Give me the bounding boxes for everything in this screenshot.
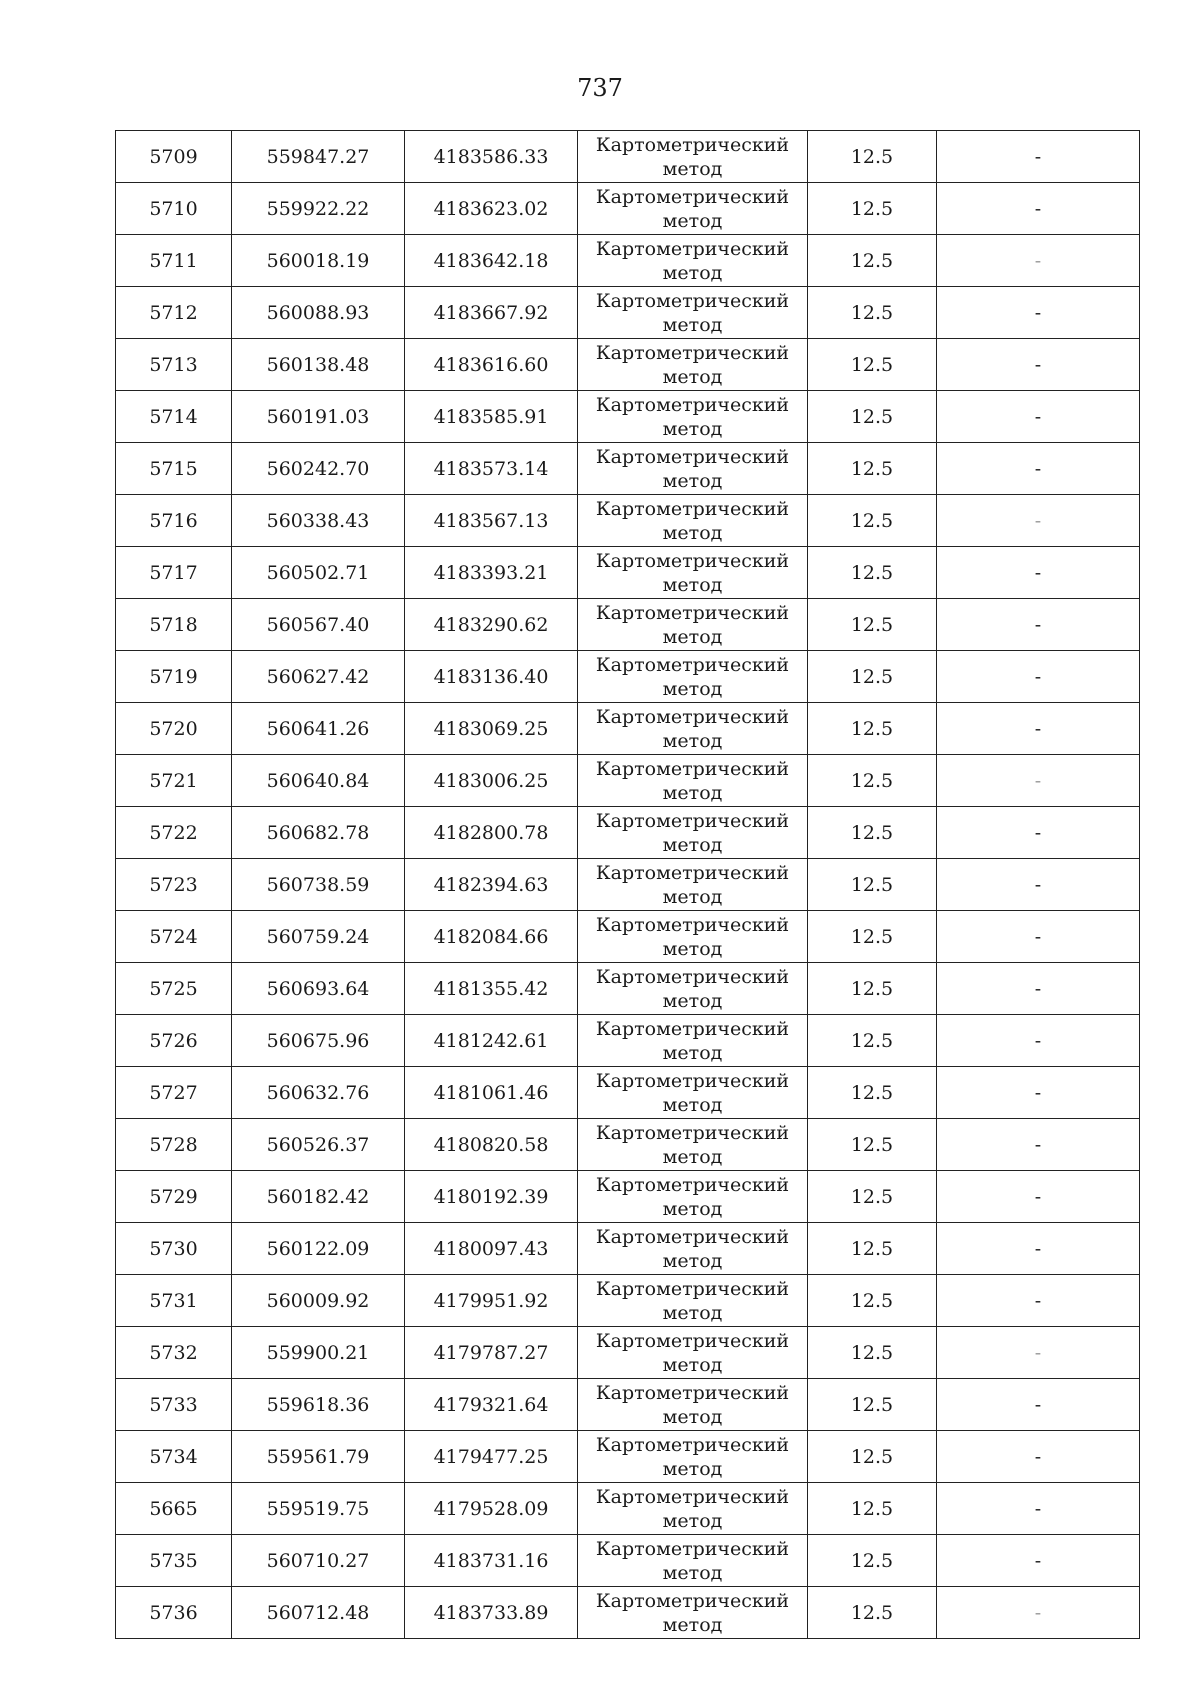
point-number-cell: 5720 xyxy=(116,703,232,755)
table-row xyxy=(116,1015,1140,1067)
point-number-cell: 5719 xyxy=(116,651,232,703)
accuracy-cell: 12.5 xyxy=(808,547,937,599)
method-line-2: метод xyxy=(662,1405,723,1428)
x-coordinate-cell: 560710.27 xyxy=(232,1535,405,1587)
point-number-cell: 5734 xyxy=(116,1431,232,1483)
method-line-1: Картометрический xyxy=(595,1069,790,1092)
method-cell xyxy=(578,339,808,391)
table-row xyxy=(116,1327,1140,1379)
point-number-cell: 5665 xyxy=(116,1483,232,1535)
point-number-cell: 5729 xyxy=(116,1171,232,1223)
note-cell: - xyxy=(937,1483,1140,1535)
y-coordinate-cell: 4182394.63 xyxy=(405,859,578,911)
point-number-cell: 5726 xyxy=(116,1015,232,1067)
method-line-1: Картометрический xyxy=(595,913,790,936)
method-line-1: Картометрический xyxy=(595,1381,790,1404)
y-coordinate-cell: 4183667.92 xyxy=(405,287,578,339)
method-line-1: Картометрический xyxy=(595,705,790,728)
note-cell: - xyxy=(937,859,1140,911)
table-row xyxy=(116,651,1140,703)
y-coordinate-cell: 4182084.66 xyxy=(405,911,578,963)
table-row xyxy=(116,1587,1140,1639)
y-coordinate-cell: 4179951.92 xyxy=(405,1275,578,1327)
x-coordinate-cell: 559519.75 xyxy=(232,1483,405,1535)
method-line-2: метод xyxy=(662,1301,723,1324)
accuracy-cell: 12.5 xyxy=(808,703,937,755)
table-row xyxy=(116,911,1140,963)
y-coordinate-cell: 4183573.14 xyxy=(405,443,578,495)
accuracy-cell: 12.5 xyxy=(808,1223,937,1275)
method-line-2: метод xyxy=(662,157,723,180)
note-cell: - xyxy=(937,1015,1140,1067)
note-cell: - xyxy=(937,1171,1140,1223)
accuracy-cell: 12.5 xyxy=(808,1379,937,1431)
point-number-cell: 5721 xyxy=(116,755,232,807)
accuracy-cell: 12.5 xyxy=(808,1327,937,1379)
point-number-cell: 5722 xyxy=(116,807,232,859)
note-cell: - xyxy=(937,495,1140,547)
x-coordinate-cell: 560641.26 xyxy=(232,703,405,755)
table-row xyxy=(116,1431,1140,1483)
x-coordinate-cell: 560009.92 xyxy=(232,1275,405,1327)
method-cell xyxy=(578,495,808,547)
method-cell xyxy=(578,703,808,755)
note-cell: - xyxy=(937,287,1140,339)
method-line-1: Картометрический xyxy=(595,1485,790,1508)
point-number-cell: 5724 xyxy=(116,911,232,963)
table-row xyxy=(116,599,1140,651)
y-coordinate-cell: 4183069.25 xyxy=(405,703,578,755)
accuracy-cell: 12.5 xyxy=(808,495,937,547)
method-cell xyxy=(578,1535,808,1587)
method-line-1: Картометрический xyxy=(595,1329,790,1352)
method-line-1: Картометрический xyxy=(595,445,790,468)
point-number-cell: 5711 xyxy=(116,235,232,287)
point-number-cell: 5717 xyxy=(116,547,232,599)
y-coordinate-cell: 4179321.64 xyxy=(405,1379,578,1431)
method-cell xyxy=(578,1223,808,1275)
x-coordinate-cell: 559618.36 xyxy=(232,1379,405,1431)
x-coordinate-cell: 560526.37 xyxy=(232,1119,405,1171)
table-row xyxy=(116,443,1140,495)
accuracy-cell: 12.5 xyxy=(808,443,937,495)
y-coordinate-cell: 4183623.02 xyxy=(405,183,578,235)
accuracy-cell: 12.5 xyxy=(808,183,937,235)
accuracy-cell: 12.5 xyxy=(808,963,937,1015)
y-coordinate-cell: 4183642.18 xyxy=(405,235,578,287)
method-line-2: метод xyxy=(662,989,723,1012)
table-row xyxy=(116,495,1140,547)
method-line-2: метод xyxy=(662,1353,723,1376)
table-row xyxy=(116,755,1140,807)
method-line-1: Картометрический xyxy=(595,965,790,988)
point-number-cell: 5709 xyxy=(116,131,232,183)
accuracy-cell: 12.5 xyxy=(808,651,937,703)
method-cell xyxy=(578,1171,808,1223)
accuracy-cell: 12.5 xyxy=(808,911,937,963)
y-coordinate-cell: 4183731.16 xyxy=(405,1535,578,1587)
table-row xyxy=(116,1483,1140,1535)
method-line-2: метод xyxy=(662,885,723,908)
method-line-2: метод xyxy=(662,573,723,596)
y-coordinate-cell: 4183290.62 xyxy=(405,599,578,651)
method-cell xyxy=(578,1067,808,1119)
note-cell: - xyxy=(937,1067,1140,1119)
table-row xyxy=(116,1535,1140,1587)
method-line-2: метод xyxy=(662,1561,723,1584)
method-cell xyxy=(578,599,808,651)
table-row xyxy=(116,1067,1140,1119)
point-number-cell: 5723 xyxy=(116,859,232,911)
method-cell xyxy=(578,1587,808,1639)
x-coordinate-cell: 560632.76 xyxy=(232,1067,405,1119)
note-cell: - xyxy=(937,651,1140,703)
method-line-2: метод xyxy=(662,937,723,960)
method-cell xyxy=(578,1119,808,1171)
y-coordinate-cell: 4183136.40 xyxy=(405,651,578,703)
x-coordinate-cell: 559561.79 xyxy=(232,1431,405,1483)
method-cell xyxy=(578,287,808,339)
method-cell xyxy=(578,963,808,1015)
note-cell: - xyxy=(937,703,1140,755)
method-cell xyxy=(578,235,808,287)
note-cell: - xyxy=(937,1223,1140,1275)
point-number-cell: 5713 xyxy=(116,339,232,391)
method-line-2: метод xyxy=(662,677,723,700)
method-line-1: Картометрический xyxy=(595,1121,790,1144)
method-cell xyxy=(578,1483,808,1535)
method-line-1: Картометрический xyxy=(595,653,790,676)
table-row xyxy=(116,235,1140,287)
y-coordinate-cell: 4183567.13 xyxy=(405,495,578,547)
y-coordinate-cell: 4181242.61 xyxy=(405,1015,578,1067)
table-row xyxy=(116,339,1140,391)
y-coordinate-cell: 4183585.91 xyxy=(405,391,578,443)
note-cell: - xyxy=(937,547,1140,599)
method-line-1: Картометрический xyxy=(595,289,790,312)
x-coordinate-cell: 560122.09 xyxy=(232,1223,405,1275)
x-coordinate-cell: 559922.22 xyxy=(232,183,405,235)
method-line-2: метод xyxy=(662,625,723,648)
accuracy-cell: 12.5 xyxy=(808,1431,937,1483)
table-row xyxy=(116,287,1140,339)
note-cell: - xyxy=(937,235,1140,287)
table-row xyxy=(116,131,1140,183)
method-line-1: Картометрический xyxy=(595,809,790,832)
note-cell: - xyxy=(937,1587,1140,1639)
y-coordinate-cell: 4179787.27 xyxy=(405,1327,578,1379)
x-coordinate-cell: 560338.43 xyxy=(232,495,405,547)
table-row xyxy=(116,1379,1140,1431)
x-coordinate-cell: 560675.96 xyxy=(232,1015,405,1067)
method-cell xyxy=(578,1327,808,1379)
point-number-cell: 5736 xyxy=(116,1587,232,1639)
accuracy-cell: 12.5 xyxy=(808,859,937,911)
x-coordinate-cell: 560138.48 xyxy=(232,339,405,391)
point-number-cell: 5718 xyxy=(116,599,232,651)
table-row xyxy=(116,1223,1140,1275)
x-coordinate-cell: 560682.78 xyxy=(232,807,405,859)
table-row xyxy=(116,1275,1140,1327)
accuracy-cell: 12.5 xyxy=(808,599,937,651)
table-row xyxy=(116,1171,1140,1223)
y-coordinate-cell: 4180192.39 xyxy=(405,1171,578,1223)
note-cell: - xyxy=(937,755,1140,807)
method-cell xyxy=(578,131,808,183)
x-coordinate-cell: 559900.21 xyxy=(232,1327,405,1379)
page-number: 737 xyxy=(577,74,623,102)
point-number-cell: 5733 xyxy=(116,1379,232,1431)
note-cell: - xyxy=(937,1535,1140,1587)
method-line-2: метод xyxy=(662,417,723,440)
x-coordinate-cell: 560088.93 xyxy=(232,287,405,339)
x-coordinate-cell: 560738.59 xyxy=(232,859,405,911)
note-cell: - xyxy=(937,339,1140,391)
x-coordinate-cell: 559847.27 xyxy=(232,131,405,183)
x-coordinate-cell: 560640.84 xyxy=(232,755,405,807)
table-row xyxy=(116,859,1140,911)
method-line-2: метод xyxy=(662,261,723,284)
accuracy-cell: 12.5 xyxy=(808,339,937,391)
accuracy-cell: 12.5 xyxy=(808,1483,937,1535)
method-line-2: метод xyxy=(662,1509,723,1532)
y-coordinate-cell: 4180097.43 xyxy=(405,1223,578,1275)
accuracy-cell: 12.5 xyxy=(808,1587,937,1639)
method-line-1: Картометрический xyxy=(595,133,790,156)
method-line-2: метод xyxy=(662,1093,723,1116)
method-cell xyxy=(578,1015,808,1067)
point-number-cell: 5710 xyxy=(116,183,232,235)
accuracy-cell: 12.5 xyxy=(808,1119,937,1171)
note-cell: - xyxy=(937,599,1140,651)
method-cell xyxy=(578,547,808,599)
coordinates-table xyxy=(115,130,1140,1639)
method-line-2: метод xyxy=(662,521,723,544)
y-coordinate-cell: 4183616.60 xyxy=(405,339,578,391)
accuracy-cell: 12.5 xyxy=(808,287,937,339)
note-cell: - xyxy=(937,1327,1140,1379)
method-line-2: метод xyxy=(662,833,723,856)
method-cell xyxy=(578,183,808,235)
method-line-2: метод xyxy=(662,1145,723,1168)
point-number-cell: 5712 xyxy=(116,287,232,339)
x-coordinate-cell: 560018.19 xyxy=(232,235,405,287)
accuracy-cell: 12.5 xyxy=(808,391,937,443)
note-cell: - xyxy=(937,443,1140,495)
table-row xyxy=(116,391,1140,443)
method-line-2: метод xyxy=(662,781,723,804)
method-line-1: Картометрический xyxy=(595,757,790,780)
accuracy-cell: 12.5 xyxy=(808,1275,937,1327)
method-line-2: метод xyxy=(662,313,723,336)
method-line-2: метод xyxy=(662,209,723,232)
accuracy-cell: 12.5 xyxy=(808,1015,937,1067)
note-cell: - xyxy=(937,963,1140,1015)
x-coordinate-cell: 560627.42 xyxy=(232,651,405,703)
method-cell xyxy=(578,859,808,911)
x-coordinate-cell: 560191.03 xyxy=(232,391,405,443)
x-coordinate-cell: 560502.71 xyxy=(232,547,405,599)
method-line-1: Картометрический xyxy=(595,1589,790,1612)
y-coordinate-cell: 4182800.78 xyxy=(405,807,578,859)
note-cell: - xyxy=(937,1119,1140,1171)
accuracy-cell: 12.5 xyxy=(808,235,937,287)
method-line-1: Картометрический xyxy=(595,185,790,208)
y-coordinate-cell: 4183586.33 xyxy=(405,131,578,183)
point-number-cell: 5731 xyxy=(116,1275,232,1327)
point-number-cell: 5716 xyxy=(116,495,232,547)
method-line-2: метод xyxy=(662,1041,723,1064)
method-cell xyxy=(578,651,808,703)
method-line-1: Картометрический xyxy=(595,1277,790,1300)
accuracy-cell: 12.5 xyxy=(808,1535,937,1587)
method-line-1: Картометрический xyxy=(595,861,790,884)
method-cell xyxy=(578,391,808,443)
method-line-2: метод xyxy=(662,1457,723,1480)
point-number-cell: 5728 xyxy=(116,1119,232,1171)
method-line-2: метод xyxy=(662,365,723,388)
x-coordinate-cell: 560712.48 xyxy=(232,1587,405,1639)
method-cell xyxy=(578,807,808,859)
y-coordinate-cell: 4179477.25 xyxy=(405,1431,578,1483)
method-line-2: метод xyxy=(662,1197,723,1220)
point-number-cell: 5732 xyxy=(116,1327,232,1379)
method-line-1: Картометрический xyxy=(595,1173,790,1196)
method-cell xyxy=(578,1379,808,1431)
x-coordinate-cell: 560693.64 xyxy=(232,963,405,1015)
note-cell: - xyxy=(937,1379,1140,1431)
method-cell xyxy=(578,911,808,963)
method-line-1: Картометрический xyxy=(595,1537,790,1560)
y-coordinate-cell: 4179528.09 xyxy=(405,1483,578,1535)
accuracy-cell: 12.5 xyxy=(808,1171,937,1223)
y-coordinate-cell: 4183006.25 xyxy=(405,755,578,807)
method-line-2: метод xyxy=(662,1613,723,1636)
note-cell: - xyxy=(937,1275,1140,1327)
table-row xyxy=(116,547,1140,599)
method-line-1: Картометрический xyxy=(595,1225,790,1248)
point-number-cell: 5725 xyxy=(116,963,232,1015)
point-number-cell: 5715 xyxy=(116,443,232,495)
y-coordinate-cell: 4181355.42 xyxy=(405,963,578,1015)
accuracy-cell: 12.5 xyxy=(808,755,937,807)
x-coordinate-cell: 560182.42 xyxy=(232,1171,405,1223)
point-number-cell: 5727 xyxy=(116,1067,232,1119)
method-line-1: Картометрический xyxy=(595,497,790,520)
point-number-cell: 5735 xyxy=(116,1535,232,1587)
accuracy-cell: 12.5 xyxy=(808,807,937,859)
note-cell: - xyxy=(937,807,1140,859)
table-row xyxy=(116,183,1140,235)
accuracy-cell: 12.5 xyxy=(808,131,937,183)
method-cell xyxy=(578,443,808,495)
method-line-1: Картометрический xyxy=(595,1017,790,1040)
method-cell xyxy=(578,755,808,807)
x-coordinate-cell: 560567.40 xyxy=(232,599,405,651)
y-coordinate-cell: 4183733.89 xyxy=(405,1587,578,1639)
y-coordinate-cell: 4180820.58 xyxy=(405,1119,578,1171)
table-row xyxy=(116,807,1140,859)
method-line-1: Картометрический xyxy=(595,601,790,624)
method-cell xyxy=(578,1275,808,1327)
y-coordinate-cell: 4181061.46 xyxy=(405,1067,578,1119)
table-row xyxy=(116,963,1140,1015)
method-line-2: метод xyxy=(662,469,723,492)
accuracy-cell: 12.5 xyxy=(808,1067,937,1119)
method-line-1: Картометрический xyxy=(595,1433,790,1456)
method-line-1: Картометрический xyxy=(595,393,790,416)
x-coordinate-cell: 560242.70 xyxy=(232,443,405,495)
note-cell: - xyxy=(937,1431,1140,1483)
note-cell: - xyxy=(937,131,1140,183)
method-line-2: метод xyxy=(662,729,723,752)
method-line-1: Картометрический xyxy=(595,341,790,364)
point-number-cell: 5730 xyxy=(116,1223,232,1275)
point-number-cell: 5714 xyxy=(116,391,232,443)
method-cell xyxy=(578,1431,808,1483)
method-line-1: Картометрический xyxy=(595,549,790,572)
table-row xyxy=(116,703,1140,755)
x-coordinate-cell: 560759.24 xyxy=(232,911,405,963)
note-cell: - xyxy=(937,183,1140,235)
y-coordinate-cell: 4183393.21 xyxy=(405,547,578,599)
method-line-1: Картометрический xyxy=(595,237,790,260)
method-line-2: метод xyxy=(662,1249,723,1272)
table-body xyxy=(116,131,1140,1639)
note-cell: - xyxy=(937,391,1140,443)
note-cell: - xyxy=(937,911,1140,963)
table-row xyxy=(116,1119,1140,1171)
